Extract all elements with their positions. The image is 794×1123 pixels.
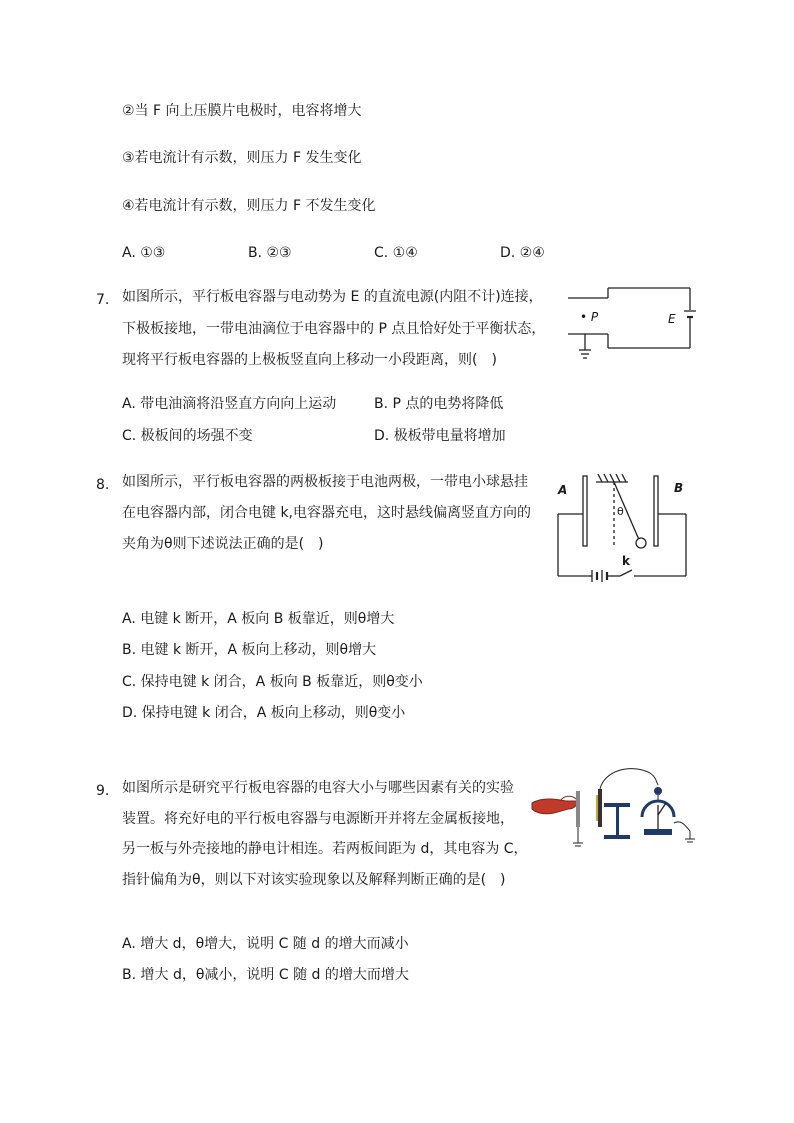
q7-number: 7.: [96, 292, 110, 308]
q7-option-d: D. 极板带电量将增加: [374, 428, 506, 444]
q6-statement-3: ③若电流计有示数，则压力 F 发生变化: [122, 150, 362, 166]
q9-option-a: A. 增大 d，θ增大，说明 C 随 d 的增大而减小: [122, 936, 409, 952]
q9-line-2: 装置。将充好电的平行板电容器与电源断开并将左金属板接地，: [122, 811, 514, 827]
q7-option-a: A. 带电油滴将沿竖直方向向上运动: [122, 396, 337, 412]
q8-option-c: C. 保持电键 k 闭合，A 板向 B 板靠近，则θ变小: [122, 674, 423, 690]
q7-figure-label-e: E: [668, 312, 676, 326]
q7-line-1: 如图所示，平行板电容器与电动势为 E 的直流电源(内阻不计)连接，: [122, 289, 543, 305]
q8-figure-label-k: k: [622, 554, 630, 568]
q8-line-3: 夹角为θ则下述说法正确的是( ): [122, 536, 324, 552]
q8-figure-label-theta: θ: [617, 505, 624, 518]
q8-line-2: 在电容器内部，闭合电键 k,电容器充电，这时悬线偏离竖直方向的: [122, 505, 532, 521]
q8-line-1: 如图所示，平行板电容器的两极板接于电池两极，一带电小球悬挂: [122, 474, 528, 490]
q9-line-3: 另一板与外壳接地的静电计相连。若两板间距为 d，其电容为 C，: [122, 841, 528, 857]
q6-option-b: B. ②③: [248, 245, 292, 261]
q8-option-b: B. 电键 k 断开，A 板向上移动，则θ增大: [122, 642, 377, 658]
q7-option-c: C. 极板间的场强不变: [122, 428, 253, 444]
q8-option-d: D. 保持电键 k 闭合，A 板向上移动，则θ变小: [122, 705, 406, 721]
q9-line-4: 指针偏角为θ，则以下对该实验现象以及解释判断正确的是( ): [122, 872, 506, 888]
q8-figure-label-b: B: [674, 481, 684, 495]
q6-option-c: C. ①④: [374, 245, 418, 261]
q6-statement-4: ④若电流计有示数，则压力 F 不发生变化: [122, 198, 376, 214]
q7-option-b: B. P 点的电势将降低: [374, 396, 504, 412]
q6-statement-2: ②当 F 向上压膜片电极时，电容将增大: [122, 103, 362, 119]
q6-option-d: D. ②④: [500, 245, 545, 261]
q8-option-a: A. 电键 k 断开，A 板向 B 板靠近，则θ增大: [122, 611, 395, 627]
q9-electroscope-apparatus-figure: [530, 765, 700, 855]
q8-figure-label-a: A: [558, 483, 568, 497]
q6-option-a: A. ①③: [122, 245, 166, 261]
q9-line-1: 如图所示是研究平行板电容器的电容大小与哪些因素有关的实验: [122, 780, 514, 796]
q7-line-2: 下极板接地，一带电油滴位于电容器中的 P 点且恰好处于平衡状态，: [122, 321, 546, 337]
q7-figure-label-p: • P: [580, 310, 599, 324]
q8-number: 8.: [96, 477, 110, 493]
q9-number: 9.: [96, 783, 110, 799]
q9-option-b: B. 增大 d，θ减小，说明 C 随 d 的增大而增大: [122, 967, 409, 983]
q7-line-3: 现将平行板电容器的上极板竖直向上移动一小段距离，则( ): [122, 352, 497, 368]
